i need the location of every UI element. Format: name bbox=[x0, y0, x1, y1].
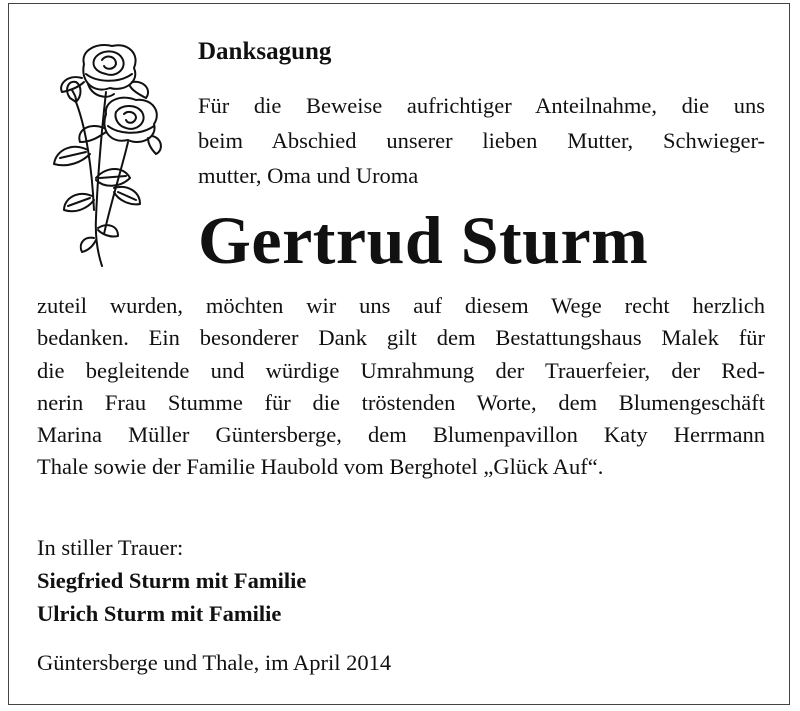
body-line: Thale sowie der Familie Haubold vom Berghotel „Glück Auf“. bbox=[37, 454, 604, 480]
place-date: Güntersberge und Thale, im April 2014 bbox=[37, 650, 392, 675]
intro-text bbox=[198, 88, 765, 193]
body-line: die begleitende und würdige Umrahmung der Trauerfeier, der Red- bbox=[37, 357, 765, 383]
body-text bbox=[37, 290, 765, 484]
intro-line: Für die Beweise aufrichtiger Anteilnahme, die uns bbox=[198, 93, 765, 118]
mourning-label: In stiller Trauer: bbox=[37, 535, 184, 560]
rose-icon bbox=[36, 38, 166, 270]
deceased-name: Gertrud Sturm bbox=[198, 202, 649, 278]
signer-name: Ulrich Sturm mit Familie bbox=[37, 601, 282, 626]
body-line: bedanken. Ein besonderer Dank gilt dem Bestattungshaus Malek für bbox=[37, 325, 765, 351]
closing-block bbox=[37, 531, 306, 630]
body-line: zuteil wurden, möchten wir uns auf diesem Wege recht herzlich bbox=[37, 293, 765, 318]
notice-heading: Danksagung bbox=[198, 38, 332, 65]
body-line: Marina Müller Güntersberge, dem Blumenpavillon Katy Herrmann bbox=[37, 422, 765, 448]
intro-line: mutter, Oma und Uroma bbox=[198, 163, 419, 188]
body-line: nerin Frau Stumme für die tröstenden Worte, dem Blumengeschäft bbox=[37, 389, 765, 415]
intro-line: beim Abschied unserer lieben Mutter, Schwieger- bbox=[198, 128, 765, 153]
signer-name: Siegfried Sturm mit Familie bbox=[37, 568, 307, 593]
